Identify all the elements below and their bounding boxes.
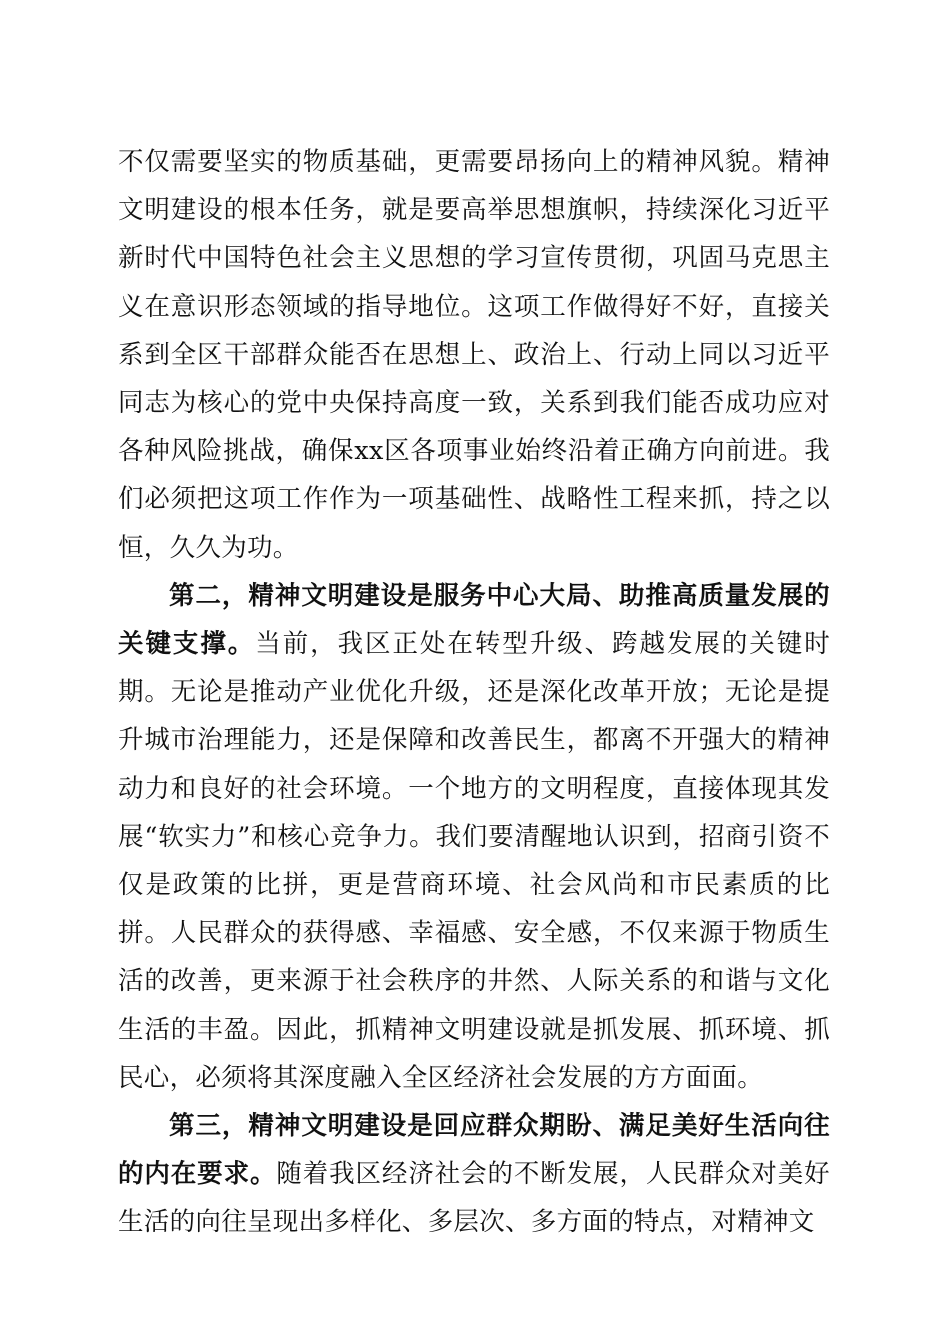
document-body bbox=[118, 138, 830, 1247]
paragraph-3-heading: 第三，精神文明建设是回应群众期盼、满足美好生活向往的内在要求。 bbox=[118, 1111, 830, 1190]
paragraph-point-two bbox=[118, 572, 830, 1102]
paragraph-continuation bbox=[118, 138, 830, 572]
paragraph-3-text: 随着我区经济社会的不断发展，人民群众对美好生活的向往呈现出多样化、多层次、多方面的特点，对精神文 bbox=[118, 1159, 830, 1238]
paragraph-2-heading: 第二，精神文明建设是服务中心大局、助推高质量发展的关键支撑。 bbox=[118, 580, 830, 660]
paragraph-2-text: 当前，我区正处在转型升级、跨越发展的关键时期。无论是推动产业优化升级，还是深化改革开放；无论是提升城市治理能力，还是保障和改善民生，都离不开强大的精神动力和良好的社会环境。一个地方的文明程度，直接体现其发展“软实力”和核心竞争力。我们要清醒地认识到，招商引资不仅是政策的比拼，更是营商环境、社会风尚和市民素质的比拼。人民群众的获得感、幸福感、安全感，不仅来源于物质生活的改善，更来源于社会秩序的井然、人际关系的和谐与文化生活的丰盈。因此，抓精神文明建设就是抓发展、抓环境、抓民心，必须将其深度融入全区经济社会发展的方方面面。 bbox=[118, 629, 830, 1093]
paragraph-point-three bbox=[118, 1102, 830, 1247]
paragraph-1-text: 不仅需要坚实的物质基础，更需要昂扬向上的精神风貌。精神文明建设的根本任务，就是要高举思想旗帜，持续深化习近平新时代中国特色社会主义思想的学习宣传贯彻，巩固马克思主义在意识形态领域的指导地位。这项工作做得好不好，直接关系到全区干部群众能否在思想上、政治上、行动上同以习近平同志为核心的党中央保持高度一致，关系到我们能否成功应对各种风险挑战，确保xx区各项事业始终沿着正确方向前进。我们必须把这项工作作为一项基础性、战略性工程来抓，持之以恒，久久为功。 bbox=[118, 147, 830, 563]
